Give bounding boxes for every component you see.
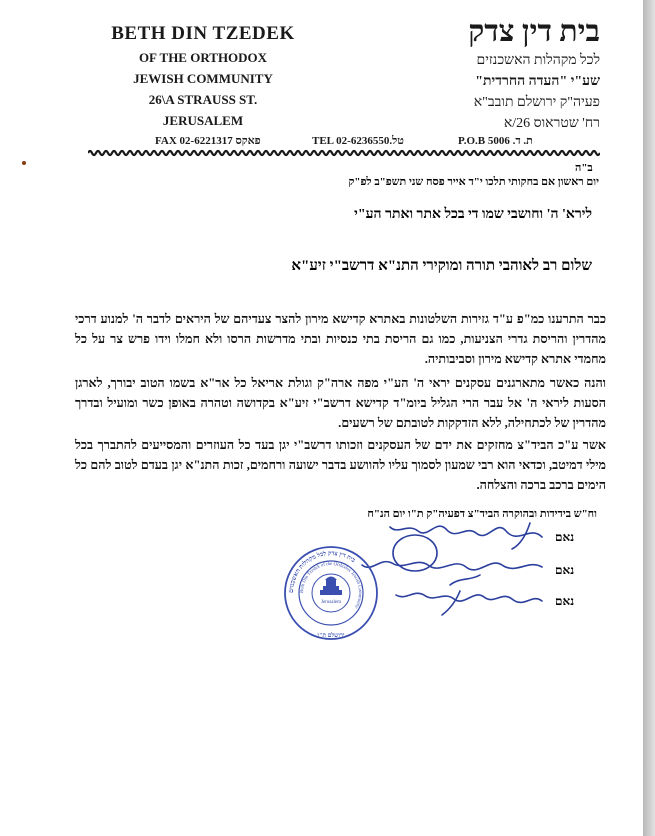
letter-greeting: שלום רב לאוהבי תורה ומוקירי התנ"א דרשב"י זיע"א: [291, 258, 592, 274]
letter-date: יום ראשון אם בחקותי תלכו י"ד אייר פסח שני תשפ"ב לפ"ק: [348, 176, 599, 188]
letter-closing: וח"ש בידידות ובהוקרה הביד"צ דפעיה"ק ת"ו יום הנ"ח: [367, 508, 597, 520]
org-line-2-hebrew: לכל מקהלות האשכנזים: [476, 53, 600, 68]
beth-din-stamp: [282, 544, 380, 642]
org-address-hebrew: רח' שטראוס 26/א: [503, 116, 600, 131]
tel-number: TEL 02-6236550.טל: [312, 135, 404, 147]
org-name-english: BETH DIN TZEDEK: [111, 23, 295, 44]
stamp-city-english: Jerusalem: [321, 600, 341, 605]
org-line-3: JEWISH COMMUNITY: [133, 71, 273, 86]
signature-label-3: נאם: [555, 594, 575, 608]
org-line-3-hebrew: שע"י "העדה החרדית": [475, 74, 600, 89]
org-name-hebrew: בית דין צדק: [468, 15, 600, 48]
letter-paragraph-2: והנה כאשר מתארגנים עסקנים יראי ה' הע"י מפה ארה"ק וגולת אריאל כל אר"א בשמו הטוב יבורך, לארגן הסעות ליראי ה' אל עבר הרי הגליל ביומ"ד קדישא דרשב"י זיע"א בקדושה וטהרה באופן כשר ומועיל ובדרך מהדרין של לכתחילה, ללא הזדקקות לטובתם של רשעים.: [75, 376, 606, 430]
org-city-hebrew: פעיה"ק ירושלם תובב"א: [473, 95, 600, 110]
page-edge: [643, 0, 655, 836]
signature-label-1: נאם: [555, 530, 575, 544]
besiyata-dishmaya: ב"ה: [575, 162, 593, 174]
letter-addressee: לירא' ה' וחושבי שמו די בכל אתר ואתר הע"י: [354, 207, 592, 222]
letter-paragraph-3: אשר ע"כ הביד"צ מחזקים את ידם של העסקנים וזכותו דרשב"י יגן בעד כל העוזרים והמסייעים להתברך בכל מילי דמיטב, וכדאי הוא רבי שמעון לסמוך עליו להוושע בדבר ישועה ורחמים, זכות התנ"א יגן בעדם לטוב להם כל הימים ברכב ברכה והצלחה.: [75, 438, 606, 492]
letterhead-divider: [88, 148, 600, 158]
org-city: JERUSALEM: [162, 113, 244, 128]
stamp-outer-text-hebrew: בית דין צדק לכל מקהלות האשכנזים: [287, 549, 357, 594]
letterhead-english: [88, 20, 318, 131]
signature-label-2: נאם: [555, 563, 575, 577]
letterhead-hebrew: [395, 14, 600, 134]
paper-spot: [22, 161, 26, 165]
stamp-outer-text-english: Beth Din Tzedek of the Orthodox Jewish Community: [299, 561, 363, 610]
stamp-city-hebrew: ירושלם ת"ו: [317, 633, 345, 639]
org-line-2: OF THE ORTHODOX: [138, 50, 268, 65]
org-address: 26\A STRAUSS ST.: [148, 92, 258, 107]
fax-number: FAX 02-6221317 פאקס: [155, 135, 261, 147]
stamp-emblem-icon: [320, 577, 342, 596]
letter-paragraph-1: כבר התרענו כמ"פ ע"ד גזירות השלטונות באתרא קדישא מירון להצר צעדיהם של היראים לדבר ה' למנוע דרכי מהדרין והריסת גדרי הצניעות, כמו גם הריסת בתי כנסיות ובתי מדרשות הרסו ולא חמלו וידו פרש צר על כל מחמדי אתרא קדישא מירון וסביבותיה.: [75, 312, 606, 366]
pob-number: P.O.B 5006 .ת. ד: [458, 135, 533, 147]
